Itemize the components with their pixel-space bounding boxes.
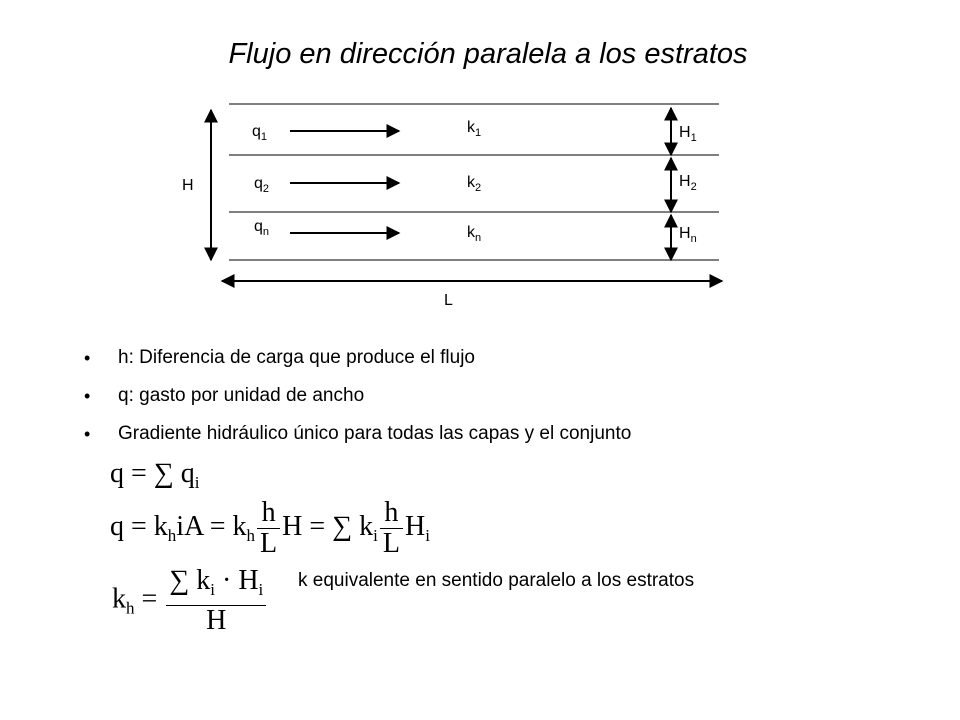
total-height-label: H (182, 177, 194, 194)
permeability-label-k2: $k_2$ (467, 174, 482, 194)
formula-total-discharge: q = ∑ $q_i$ (110, 458, 200, 492)
formula-darcy-parallel: $q = k_hiA = k_h$ $\frac{h}{L}$ H = ∑ $k_i$ $\frac{h}{L}$ $H_i$ (110, 497, 430, 559)
flow-label-q1: $q_1$ (252, 123, 268, 143)
bullet-item: • Gradiente hidráulico único para todas las capas y el conjunto (84, 419, 631, 457)
permeability-label-k1: $k_1$ (467, 119, 482, 139)
thickness-label-h2: $H_2$ (679, 173, 697, 193)
equivalent-k-note: k equivalente en sentido paralelo a los estratos (298, 570, 695, 591)
page-title: Flujo en dirección paralela a los estratos (228, 38, 748, 70)
length-label: L (444, 292, 453, 309)
thickness-label-h1: $H_1$ (679, 124, 697, 144)
thickness-label-hn: $H_n$ (679, 225, 697, 245)
permeability-label-kn: $k_n$ (467, 224, 482, 244)
bullet-list (84, 343, 631, 457)
formula-equivalent-k: $k_h$ = $\frac{\sum k_i \cdot H_i}{H}$ (112, 566, 268, 636)
bullet-item: • h: Diferencia de carga que produce el flujo (84, 343, 631, 381)
flow-label-q2: $q_2$ (254, 175, 270, 195)
flow-label-qn: $q_n$ (254, 218, 270, 238)
bullet-item: • q: gasto por unidad de ancho (84, 381, 631, 419)
